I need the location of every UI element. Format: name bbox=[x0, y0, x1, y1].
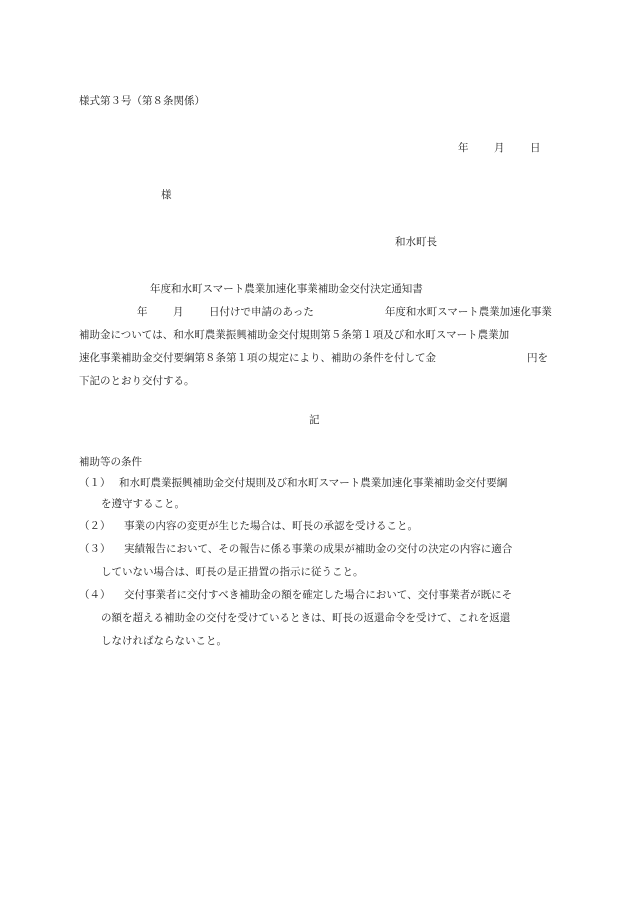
condition-4-line1: 交付事業者に交付すべき補助金の額を確定した場合において、交付事業者が既にそ bbox=[124, 589, 513, 601]
condition-4-line2: の額を超える補助金の交付を受けているときは、町長の返還命令を受けて、これを返還 bbox=[101, 612, 511, 624]
date-day: 日 bbox=[530, 142, 541, 154]
body-line-4: 下記のとおり交付する。 bbox=[79, 375, 195, 387]
date-year: 年 bbox=[458, 142, 469, 154]
body-year: 年 bbox=[137, 306, 148, 318]
body-yen: 円を bbox=[527, 352, 548, 364]
addressee-suffix: 様 bbox=[161, 189, 172, 201]
condition-3-num: （３） bbox=[79, 543, 111, 555]
condition-2-num: （２） bbox=[79, 520, 111, 532]
body-month: 月 bbox=[173, 306, 184, 318]
ki-marker: 記 bbox=[309, 414, 320, 426]
condition-3-line1: 実績報告において、その報告に係る事業の成果が補助金の交付の決定の内容に適合 bbox=[124, 543, 513, 555]
document-title: 年度和水町スマート農業加速化事業補助金交付決定通知書 bbox=[150, 283, 423, 295]
condition-1-line1: 和水町農業振興補助金交付規則及び和水町スマート農業加速化事業補助金交付要綱 bbox=[119, 477, 508, 489]
condition-4-num: （４） bbox=[79, 589, 111, 601]
condition-3-line2: していない場合は、町長の是正措置の指示に従うこと。 bbox=[101, 566, 364, 578]
condition-1-num: （１） bbox=[79, 477, 111, 489]
condition-2-line1: 事業の内容の変更が生じた場合は、町長の承認を受けること。 bbox=[124, 520, 418, 532]
date-month: 月 bbox=[494, 142, 505, 154]
body-line1-tail: 年度和水町スマート農業加速化事業 bbox=[385, 306, 552, 318]
form-label: 様式第３号（第８条関係） bbox=[79, 95, 205, 107]
body-line-3: 速化事業補助金交付要綱第８条第１項の規定により、補助の条件を付して金 bbox=[79, 352, 436, 364]
sender: 和水町長 bbox=[395, 236, 437, 248]
body-line-2: 補助金については、和水町農業振興補助金交付規則第５条第１項及び和水町スマート農業加 bbox=[79, 329, 510, 341]
body-line1-rest: 日付けで申請のあった bbox=[209, 306, 314, 318]
condition-1-line2: を遵守すること。 bbox=[101, 498, 185, 510]
conditions-heading: 補助等の条件 bbox=[79, 456, 142, 468]
condition-4-line3: しなければならないこと。 bbox=[101, 635, 227, 647]
